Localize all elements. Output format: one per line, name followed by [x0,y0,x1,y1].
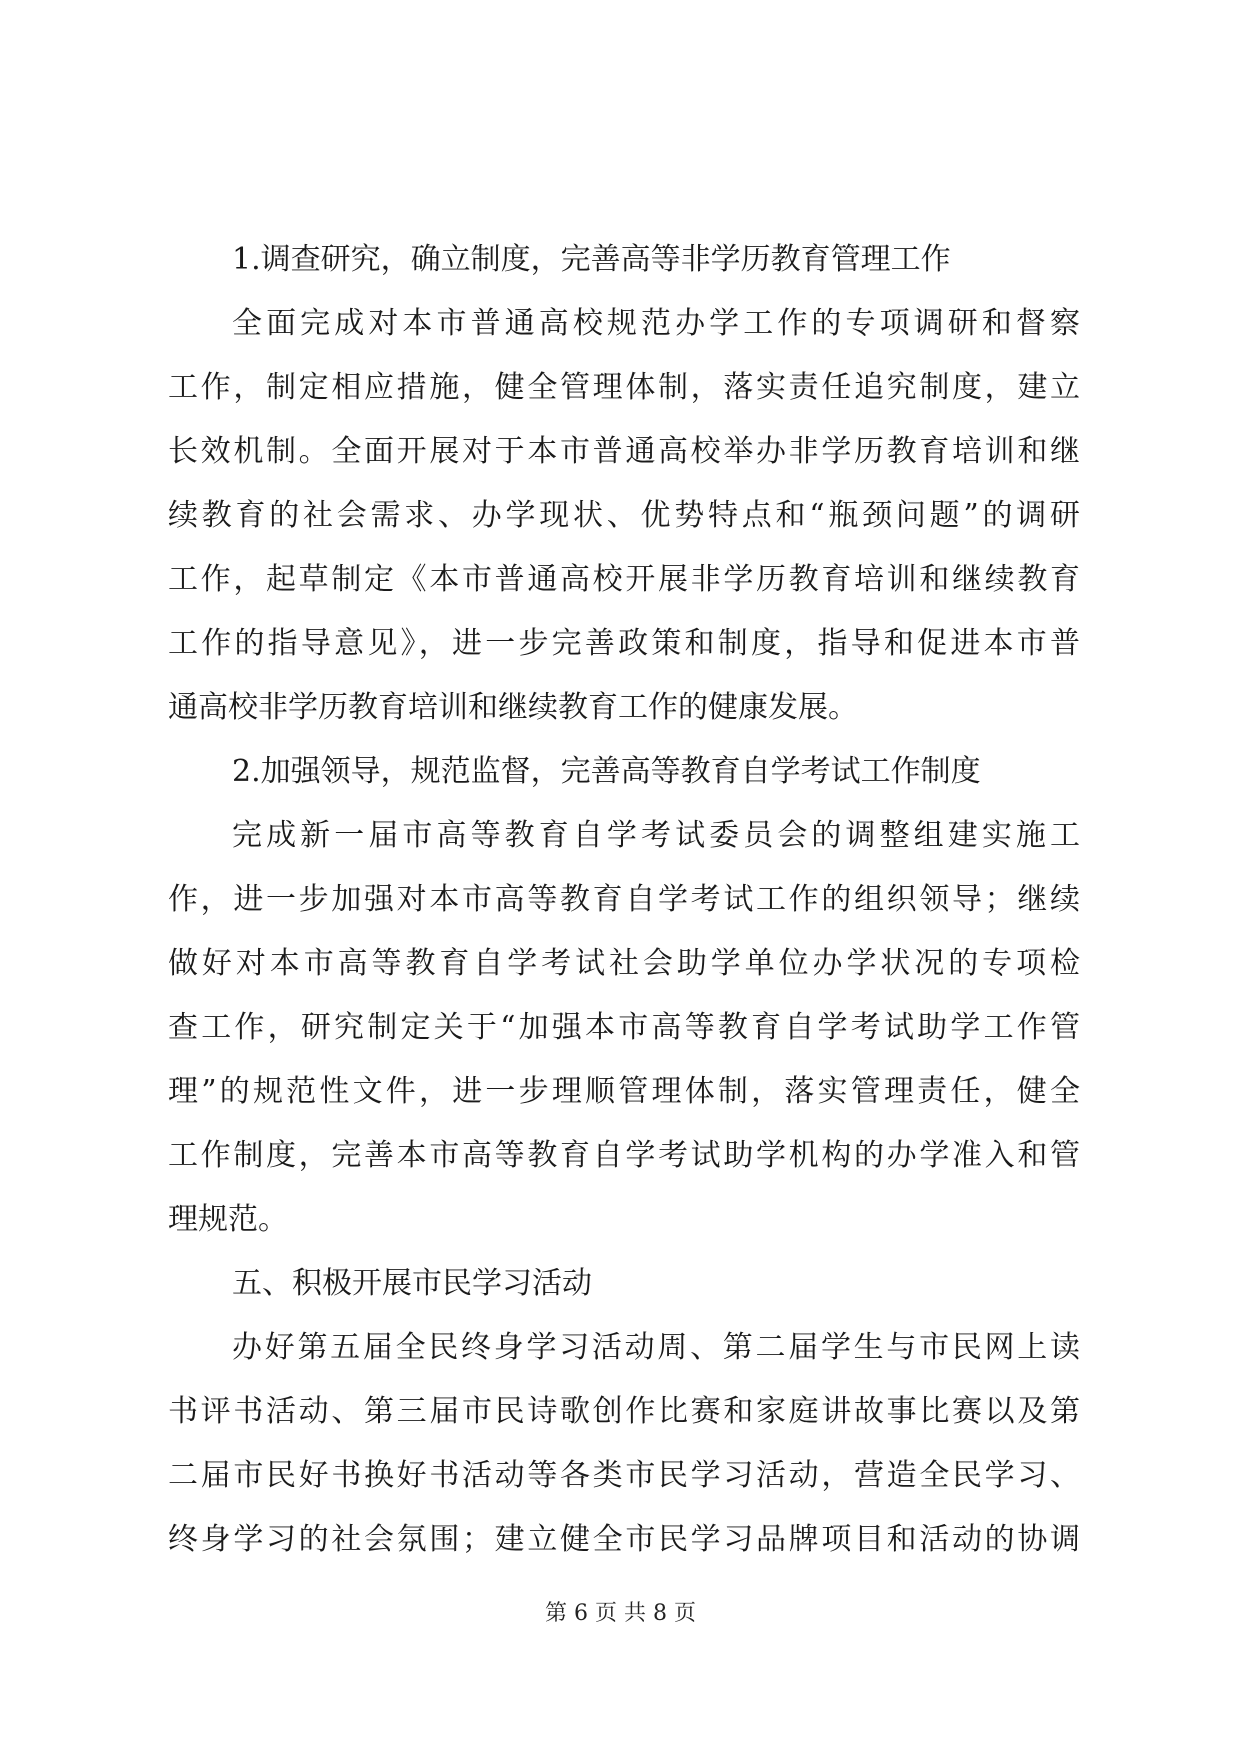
text-line: 通高校非学历教育培训和继续教育工作的健康发展。 [168,690,858,725]
text-line: 五、积极开展市民学习活动 [232,1266,592,1301]
page-footer: 第 6 页 共 8 页 [545,1601,696,1626]
text-line: 查工作，研究制定关于“加强本市高等教育自学考试助学工作管 [168,1010,1080,1045]
text-line: 1.调查研究，确立制度，完善高等非学历教育管理工作 [232,242,951,277]
text-line: 工作，起草制定《本市普通高校开展非学历教育培训和继续教育 [168,562,1080,597]
text-line: 工作制度，完善本市高等教育自学考试助学机构的办学准入和管 [168,1138,1080,1173]
text-line: 完成新一届市高等教育自学考试委员会的调整组建实施工 [232,818,1080,853]
document-body [168,228,1080,1572]
text-line: 全面完成对本市普通高校规范办学工作的专项调研和督察 [232,306,1080,341]
text-line: 工作，制定相应措施，健全管理体制，落实责任追究制度，建立 [168,370,1080,405]
text-line: 办好第五届全民终身学习活动周、第二届学生与市民网上读 [232,1330,1080,1365]
text-line: 终身学习的社会氛围；建立健全市民学习品牌项目和活动的协调 [168,1522,1080,1557]
text-line: 做好对本市高等教育自学考试社会助学单位办学状况的专项检 [168,946,1080,981]
text-line: 二届市民好书换好书活动等各类市民学习活动，营造全民学习、 [168,1458,1080,1493]
text-line: 长效机制。全面开展对于本市普通高校举办非学历教育培训和继 [168,434,1080,469]
text-line: 作，进一步加强对本市高等教育自学考试工作的组织领导；继续 [168,882,1080,917]
text-line: 工作的指导意见》，进一步完善政策和制度，指导和促进本市普 [168,626,1080,661]
text-line: 理”的规范性文件，进一步理顺管理体制，落实管理责任，健全 [168,1074,1080,1109]
text-line: 理规范。 [168,1202,288,1237]
text-line: 书评书活动、第三届市民诗歌创作比赛和家庭讲故事比赛以及第 [168,1394,1080,1429]
text-line: 续教育的社会需求、办学现状、优势特点和“瓶颈问题”的调研 [168,498,1080,533]
text-line: 2.加强领导，规范监督，完善高等教育自学考试工作制度 [232,754,981,789]
